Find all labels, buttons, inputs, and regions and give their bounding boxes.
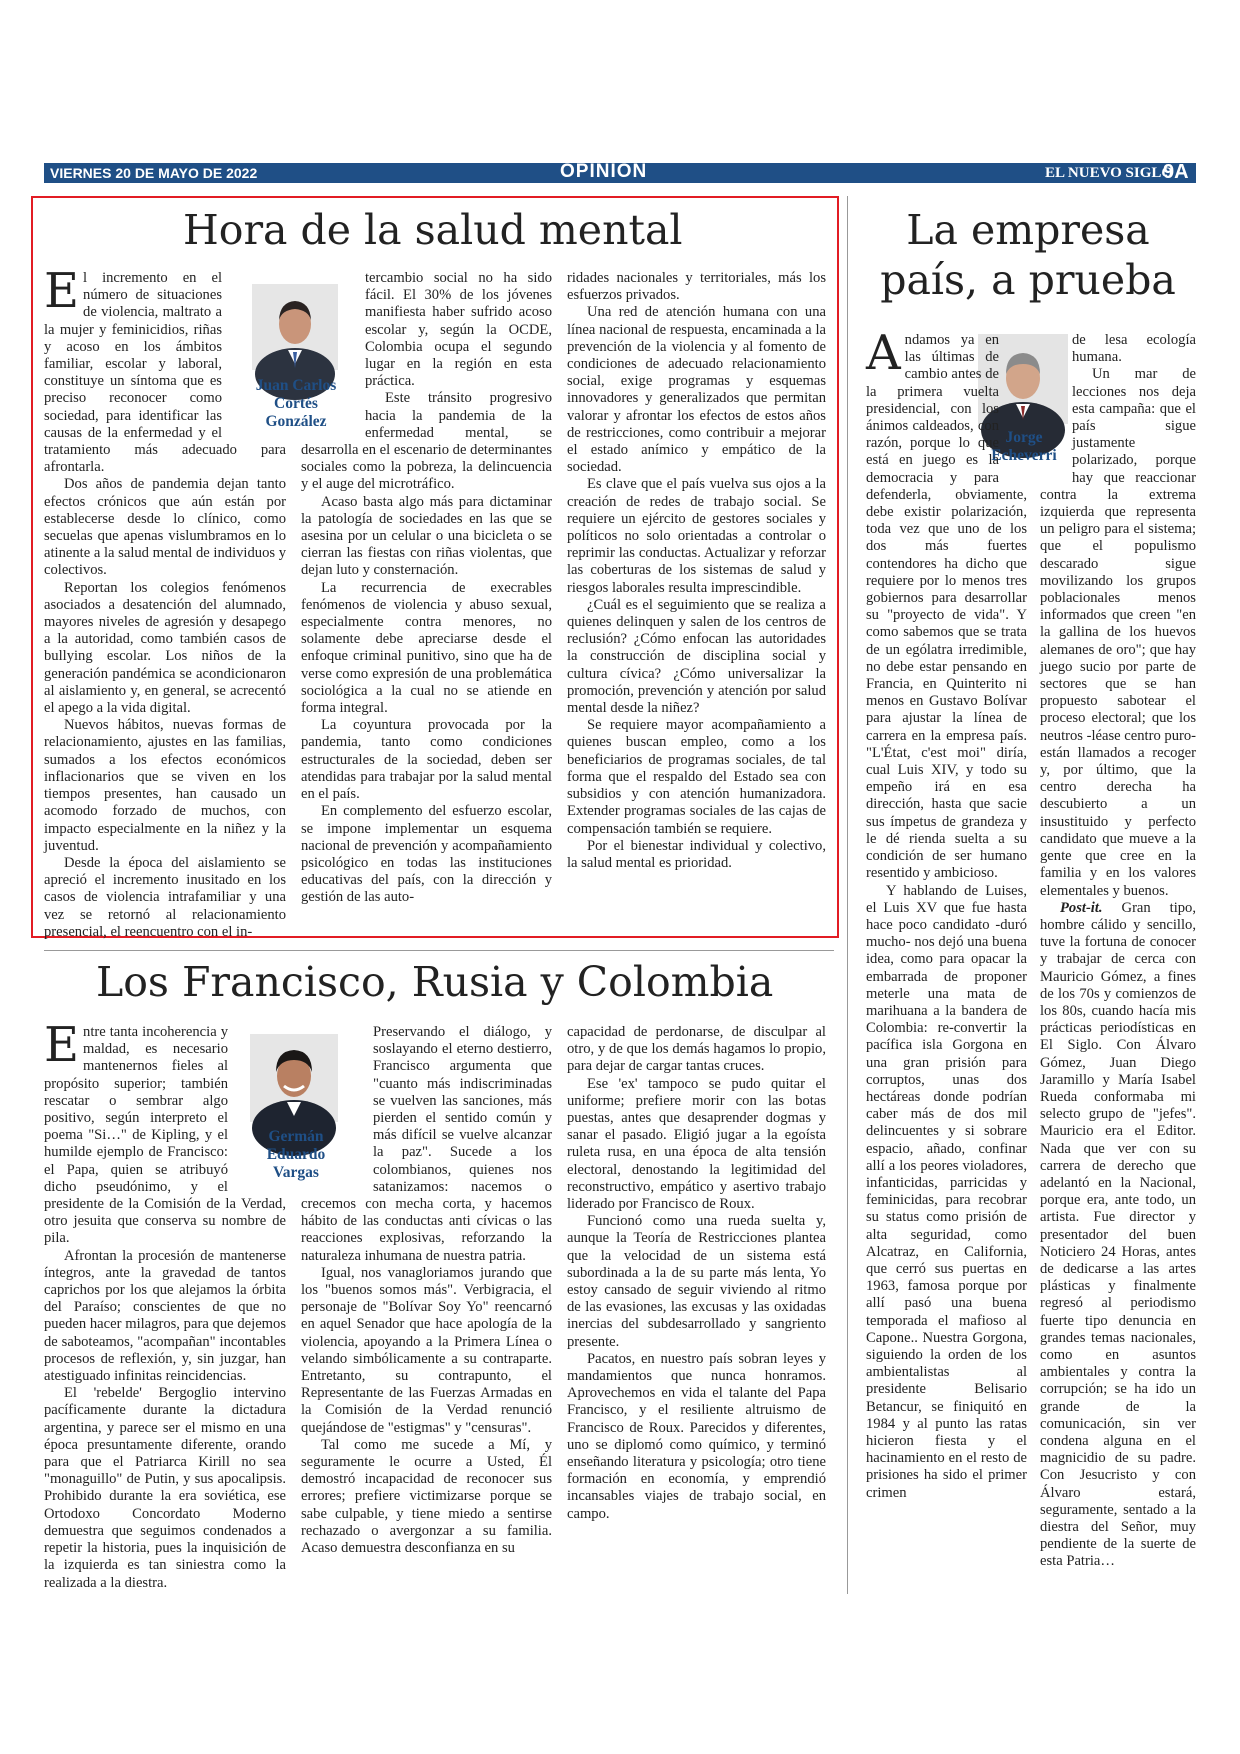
paragraph: Desde la época del aislamiento se apreció el incremento inusitado en los casos de violencia intrafamiliar y una vez se retornó al relacionamiento presencial, el reencuentro con el in- bbox=[44, 854, 286, 940]
article1-title: Hora de la salud mental bbox=[183, 206, 683, 254]
paragraph: ntre tanta incoherencia y maldad, es necesario mantenernos fieles al propósito superior; también rescatar o sembrar algo positivo, según interpreto el poema "Si…" de Kipling, y el humilde ejemplo de Francisco: el Papa, quien se atribuyó dicho pseudónimo, y el presidente de la Comisión de la Verdad, otro jesuita que conserva su nombre de pila. bbox=[44, 1024, 286, 1247]
article-divider bbox=[44, 950, 834, 951]
article2-title: Los Francisco, Rusia y Colombia bbox=[96, 958, 774, 1006]
drop-cap: E bbox=[44, 1017, 80, 1073]
paragraph: Igual, nos vanagloriamos jurando que los "buenos somos más". Verbigracia, el personaje de "Bolívar Soy Yo" reencarnó en aquel Senador que hace apología de la violencia, apoyando a la Primera Línea o velando simbólicamente a su contraparte. Entretanto, su contrapunto, el Representante de las Fuerzas Armadas en la Comisión de la Verdad renunció quejándose de "estigmas" y "censuras". bbox=[301, 1264, 552, 1436]
paragraph: Tal como me sucede a Mí, y seguramente le ocurre a Usted, Él demostró incapacidad de reconocer sus errores; prefiere victimizarse porque se sabe culpable, y tiene miedo a sentirse rechazado o avergonzar a su familia. Acaso demuestra desconfianza en su bbox=[301, 1436, 552, 1557]
paragraph: Preservando el diálogo, y soslayando el eterno destierro, Francisco argumenta que "cuanto más indiscriminadas se vuelven las sanciones, más pierden el sentido común y más difícil se vuelve alcanzar la paz". Sucede a los colombianos, quienes nos satanizamos: nacemos o crecemos con mecha corta, y hacemos hábito de las conductas anti cívicas o las reacciones explosivas, reforzando la naturaleza inhumana de nuestra patria. bbox=[301, 1024, 552, 1264]
author-name-cortes: Juan Carlos Cortés González bbox=[255, 377, 337, 430]
paragraph: ridades nacionales y territoriales, más los esfuerzos privados. bbox=[567, 270, 826, 304]
paragraph: tercambio social no ha sido fácil. El 30% de los jóvenes manifiesta haber sufrido acoso escolar y, según la OCDE, Colombia ocupa el segundo lugar en la región en esta práctica. bbox=[365, 270, 552, 390]
paragraph: Este tránsito progresivo hacia la pandemia de la enfermedad mental, se desarrolla en el escenario de determinantes sociales como la pobreza, la delincuencia y el auge del microtráfico. bbox=[301, 390, 552, 493]
section-name: OPINIÓN bbox=[560, 161, 648, 182]
issue-date: VIERNES 20 DE MAYO DE 2022 bbox=[50, 165, 258, 181]
paragraph: ¿Cuál es el seguimiento que se realiza a quienes delinquen y salen de los centros de reclusión? ¿Cómo enfocan las autoridades la construcción de disciplina social y cultura cívica? ¿Cómo universalizar la promoción, prevención y atención por salud mental desde la niñez? bbox=[567, 596, 826, 717]
article2-column-2 bbox=[301, 1024, 552, 1589]
paragraph: Reportan los colegios fenómenos asociados a desatención del alumnado, mayores niveles de agresión y desapego a la autoridad, como también casos de bullying escolar. Los niños de la generación pandémica se acondicionaron al aislamiento y, en general, se acrecentó el apego a la vida digital. bbox=[44, 579, 286, 717]
paragraph: ndamos ya en las últimas de cambio antes de la primera vuelta presidencial, con los ánimos caldeados, con razón, porque lo que está en juego es la democracia y para defenderla, obviamente, debe existir polarización, toda vez que uno de los dos más fuertes contendores ha dicho que requiere por lo menos tres gobiernos para desarrollar su "proyecto de vida". Y como sabemos que se trata de un ególatra irredimible, no debe estar pensando en Francia, en Quinterito ni menos en Gustavo Bolívar para ajustar la línea de carrera en la empresa país. "L'État, c'est moi" diría, cual Luis XIV, y todo su empeño irá en esa dirección, hasta que sacie sus ímpetus de grandeza y le dé rienda suelta a su condición de ser humano resentido y ambicioso. bbox=[866, 332, 1027, 882]
article1-column-1 bbox=[44, 263, 286, 940]
paragraph: Una red de atención humana con una línea nacional de respuesta, encaminada a la prevención de la violencia y al fomento de condiciones de adecuado relacionamiento social, exige programas y esquemas innovadores y generalizados que permitan valorar y afrontar los efectos de estos años de restricciones, como contribuir a mejorar el estado anímico y empático de la sociedad. bbox=[567, 304, 826, 476]
paragraph: El 'rebelde' Bergoglio intervino pacíficamente durante la dictadura argentina, y parece ser el mismo en una época presuntamente diferente, orando para que el Patriarca Kirill no sea "monaguillo" de Putin, y sus apocalipsis. Prohibido durante la era soviética, ese Ortodoxo Concordato Moderno demuestra que seguimos condenados a repetir la historia, pues la inquisición de la izquierda es tan siniestra como la realizada a la diestra. bbox=[44, 1385, 286, 1591]
postit-text: Gran tipo, hombre cálido y sencillo, tuve la fortuna de conocer y trabajar de cerca con Mauricio Gómez, a fines de los 70s y comienzos de los 80s, cuando hacía mis prácticas periodísticas en El Siglo. Con Álvaro Gómez, Juan Diego Jaramillo y María Isabel Rueda conformaba mi selecto grupo de "jefes". Mauricio era el Editor. Nada que ver con su carrera de derecho que adelantó en la Nacional, porque era, ante todo, un artista. Fue director y presentador del buen Noticiero 24 Horas, antes de dedicarse a las artes plásticas y finalmente regresó al periodismo fuerte tipo denuncia en grandes temas nacionales, como en asuntos ambientales y contra la corrupción; se ha ido un grande de la comunicación, sin ver condena alguna en el magnicidio de su padre. Con Jesucristo y con Álvaro estará, seguramente, sentado a la diestra del Señor, muy pendiente de la suerte de esta Patria… bbox=[1040, 899, 1196, 1570]
article1-column-3 bbox=[567, 270, 826, 928]
article2-column-1 bbox=[44, 1017, 286, 1591]
article2-column-3 bbox=[567, 1024, 826, 1589]
postit-label: Post-it. bbox=[1060, 899, 1103, 916]
paragraph: Por el bienestar individual y colectivo, la salud mental es prioridad. bbox=[567, 837, 826, 871]
paragraph: Se requiere mayor acompañamiento a quienes buscan empleo, como a los beneficiarios de programas sociales, de tal forma que el respaldo del Estado sea con subsidios y con atención humanizadora. Extender programas sociales de las cajas de compensación también se requiere. bbox=[567, 717, 826, 837]
paragraph: l incremento en el número de situaciones de violencia, maltrato a la mujer y feminicidios, riñas y acoso en los ámbitos familiar, escolar y laboral, constituye un síntoma que es preciso reconocer como sociedad, para identificar las causas de la enfermedad y el tratamiento más adecuado para afrontarla. bbox=[44, 270, 286, 476]
paragraph: Funcionó como una rueda suelta y, aunque la Teoría de Restricciones plantea que la velocidad de un sistema está subordinada a la de su parte más lenta, Yo estoy cansado de seguir viviendo al ritmo de las evasiones, las excusas y las oxidadas inercias del subdesarrollado y sangriento presente. bbox=[567, 1213, 826, 1350]
article3-column-1 bbox=[866, 325, 1027, 1589]
article3-column-2 bbox=[1040, 332, 1196, 1589]
article3-title-line1: La empresa bbox=[906, 206, 1150, 254]
paragraph: En complemento del esfuerzo escolar, se impone implementar un esquema nacional de prevención y acompañamiento psicológico en todas las instituciones educativas del país, con la dirección y gestión de las auto- bbox=[301, 803, 552, 906]
article1-column-2 bbox=[301, 270, 552, 928]
paragraph: de lesa ecología humana. bbox=[1072, 332, 1196, 366]
paragraph: Ese 'ex' tampoco se pudo quitar el uniforme; prefiere morir con las botas puestas, antes que desaprender dogmas y sanar el pasado. Eligió jugar a la egoísta ruleta rusa, en una época de alta tensión electoral, denostando la legitimidad del reconstructivo, empático y asertivo trabajo liderado por Francisco de Roux. bbox=[567, 1075, 826, 1213]
author-name-vargas: Germán Eduardo Vargas bbox=[266, 1128, 326, 1181]
paragraph: Un mar de lecciones nos deja esta campaña: que el país sigue justamente polarizado, porque hay que reaccionar contra la extrema izquierda que representa un peligro para el sistema; que el populismo descarado sigue movilizando los grupos poblacionales menos informados que creen "en la gallina de los huevos alemanes de oro"; que hay juego sucio por parte de sectores que se han propuesto sabotear el proceso electoral; que los neutros -léase centro puro- están llamados a recoger y, por último, que la centro derecha ha descubierto a un insustituido y perfecto candidato que mueve a la gente que cree en la familia y en los valores elementales y buenos. bbox=[1040, 366, 1197, 899]
page-number: 9A bbox=[1163, 161, 1189, 183]
author-name-echeverri: Jorge Echeverri bbox=[991, 429, 1057, 464]
newspaper-name: EL NUEVO SIGLO bbox=[1045, 165, 1174, 181]
paragraph: Afrontan la procesión de mantenerse íntegros, ante la gravedad de tantos caprichos por los que alejamos la órbita del Paraíso; conscientes de que no pueden hacer milagros, para que dejemos de saboteamos, "acompañan" incontables procesos de reflexión, y, sin juzgar, han atestiguado infinitas reincidencias. bbox=[44, 1247, 286, 1385]
drop-cap: E bbox=[44, 263, 80, 319]
article3-title-line2: país, a prueba bbox=[880, 256, 1176, 304]
paragraph: Pacatos, en nuestro país sobran leyes y mandamientos que nunca honramos. Aprovechemos en vida el talante del Papa Francisco, y el resiliente altruismo de Francisco de Roux. Parecidos y diferentes, uno se diplomó como químico, y terminó enseñando literatura y psicología; otro tiene formación en economía, y emprendió incansables viajes de trabajo social, en campo. bbox=[567, 1350, 826, 1522]
paragraph: La recurrencia de execrables fenómenos de violencia y abuso sexual, especialmente contra menores, no solamente debe apreciarse desde el enfoque criminal punitivo, sino que ha de verse como expresión de una problemática sociológica a la cual no se atiende en forma integral. bbox=[301, 579, 552, 717]
paragraph: Acaso basta algo más para dictaminar la patología de sociedades en las que se asesina por un celular o una bicicleta o se cierran las fiestas con riñas violentas, que dejan luto y consternación. bbox=[301, 493, 552, 579]
paragraph: Es clave que el país vuelva sus ojos a la creación de redes de trabajo social. Se requiere un ejército de gestores sociales y políticos no solo orientadas a controlar o reprimir las conductas. Actualizar y reforzar las coberturas de los sistemas de salud y riesgos laborales resulta imprescindible. bbox=[567, 476, 826, 596]
paragraph: La coyuntura provocada por la pandemia, tanto como condiciones estructurales de la sociedad, deben ser atendidas para trabajar por la salud mental en el país. bbox=[301, 717, 552, 803]
paragraph: Nuevos hábitos, nuevas formas de relacionamiento, ajustes en las familias, sumados a los efectos económicos inflacionarios que se viven en los tiempos presentes, han causado un acomodo forzado de muchos, con impacto especialmente en la niñez y la juventud. bbox=[44, 717, 286, 854]
paragraph: Dos años de pandemia dejan tanto efectos crónicos que aún están por establecerse desde lo clínico, como secuelas que apenas vislumbramos en lo atinente a la salud mental de individuos y colectivos. bbox=[44, 476, 286, 579]
paragraph: capacidad de perdonarse, de disculpar al otro, y de que los demás hagamos lo propio, para dejar de cargar tantas cruces. bbox=[567, 1024, 826, 1075]
drop-cap: A bbox=[866, 325, 901, 381]
paragraph: Y hablando de Luises, el Luis XV que fue hasta hace poco candidato -duró mucho- nos dejó una buena idea, como para opacar la embarrada de proponer meterle una mata de marihuana a la bandera de Colombia: re-convertir la pacífica isla Gorgona en una gran prisión para corruptos, unas dos hectáreas donde podrían caber más de dos mil delincuentes y si sobrare espacio, añado, confinar allí a los peores violadores, infanticidas, parricidas y feminicidas, para recobrar su status como prisión de alta seguridad, como Alcatraz, en California, que cerró sus puertas en 1963, famosa porque por allí pasó una buena temporada el mafioso al Capone.. Nuestra Gorgona, siguiendo la orden de los ambientalistas al presidente Belisario Betancur, se finiquitó en 1984 y al punto las ratas hicieron fiesta y el hacinamiento en el resto de prisiones ha sido el primer crimen bbox=[866, 882, 1027, 1501]
column-divider bbox=[847, 196, 848, 1594]
